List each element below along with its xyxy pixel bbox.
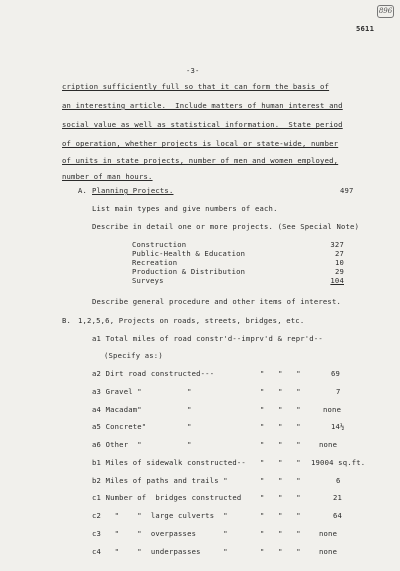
road-row-label: b2 Miles of paths and trails ": [92, 476, 228, 485]
road-row-marks: " " ": [260, 547, 301, 556]
page-marker: -3-: [186, 66, 200, 75]
road-row-marks: " " ": [260, 369, 301, 378]
road-row-marks: " " ": [260, 440, 301, 449]
road-row-label: a5 Concrete" ": [92, 422, 192, 431]
intro-line-6: number of man hours.: [62, 172, 153, 181]
section-a-total: 497: [340, 186, 354, 195]
section-a-label: A.: [78, 186, 88, 195]
road-row-value: 21: [333, 493, 343, 502]
road-row-marks: " " ": [260, 529, 301, 538]
road-row-label: a4 Macadam" ": [92, 405, 192, 414]
road-row-value: 64: [333, 511, 343, 520]
planning-item-value: 327: [330, 240, 344, 249]
road-row-value: 19004 sq.ft.: [311, 458, 366, 467]
road-row-value: none: [319, 529, 338, 538]
road-row-label: c4 " " underpasses ": [92, 547, 228, 556]
planning-item-name: Construction: [132, 240, 187, 249]
section-a-line-2: Describe in detail one or more projects. (See Special Note): [92, 222, 360, 231]
road-row-value: none: [319, 547, 338, 556]
road-row-label: b1 Miles of sidewalk constructed--: [92, 458, 246, 467]
road-row-value: 14½: [331, 422, 345, 431]
section-a-closing: Describe general procedure and other items of interest.: [92, 297, 341, 306]
road-row-label: a3 Gravel " ": [92, 387, 192, 396]
road-row-value: none: [319, 440, 338, 449]
intro-line-2: an interesting article. Include matters of human interest and: [62, 101, 343, 110]
section-a-title: Planning Projects.: [92, 186, 174, 195]
planning-item-name: Production & Distribution: [132, 267, 246, 276]
intro-line-5: of units in state projects, number of men and women employed,: [62, 156, 339, 165]
planning-item-name: Recreation: [132, 258, 178, 267]
road-row-label: c3 " " overpasses ": [92, 529, 228, 538]
road-row-value: 6: [336, 476, 341, 485]
road-row-label: a2 Dirt road constructed---: [92, 369, 215, 378]
road-row-value: 7: [336, 387, 341, 396]
road-row-marks: " " ": [260, 387, 301, 396]
planning-item-value: 104: [330, 276, 344, 285]
intro-line-4: of operation, whether projects is local or state-wide, number: [62, 139, 339, 148]
road-row-marks: " " ": [260, 511, 301, 520]
planning-item-name: Surveys: [132, 276, 164, 285]
section-b-title: 1,2,5,6, Projects on roads, streets, bridges, etc.: [78, 316, 305, 325]
road-row-label: c1 Number of bridges constructed: [92, 493, 242, 502]
section-a-line-1: List main types and give numbers of each.: [92, 204, 278, 213]
road-row-marks: " " ": [260, 422, 301, 431]
intro-line-1: cription sufficiently full so that it can form the basis of: [62, 82, 330, 91]
planning-item-value: 27: [334, 249, 344, 258]
road-row-value: 69: [331, 369, 341, 378]
planning-item-value: 10: [334, 258, 344, 267]
road-row-value: none: [323, 405, 342, 414]
section-b-label: B.: [62, 316, 72, 325]
section-b-a1: a1 Total miles of road constr'd--imprv'd & repr'd--: [92, 334, 323, 343]
intro-line-3: social value as well as statistical information. State period: [62, 120, 343, 129]
planning-item-name: Public-Health & Education: [132, 249, 246, 258]
planning-item-value: 29: [334, 267, 344, 276]
road-row-marks: " " ": [260, 476, 301, 485]
document-number: 5611: [356, 24, 375, 33]
pencil-page-stamp: 896: [377, 5, 394, 18]
section-b-specify: (Specify as:): [104, 351, 163, 360]
road-row-marks: " " ": [260, 493, 301, 502]
road-row-label: c2 " " large culverts ": [92, 511, 228, 520]
road-row-marks: " " ": [260, 405, 301, 414]
road-row-label: a6 Other " ": [92, 440, 192, 449]
road-row-marks: " " ": [260, 458, 301, 467]
